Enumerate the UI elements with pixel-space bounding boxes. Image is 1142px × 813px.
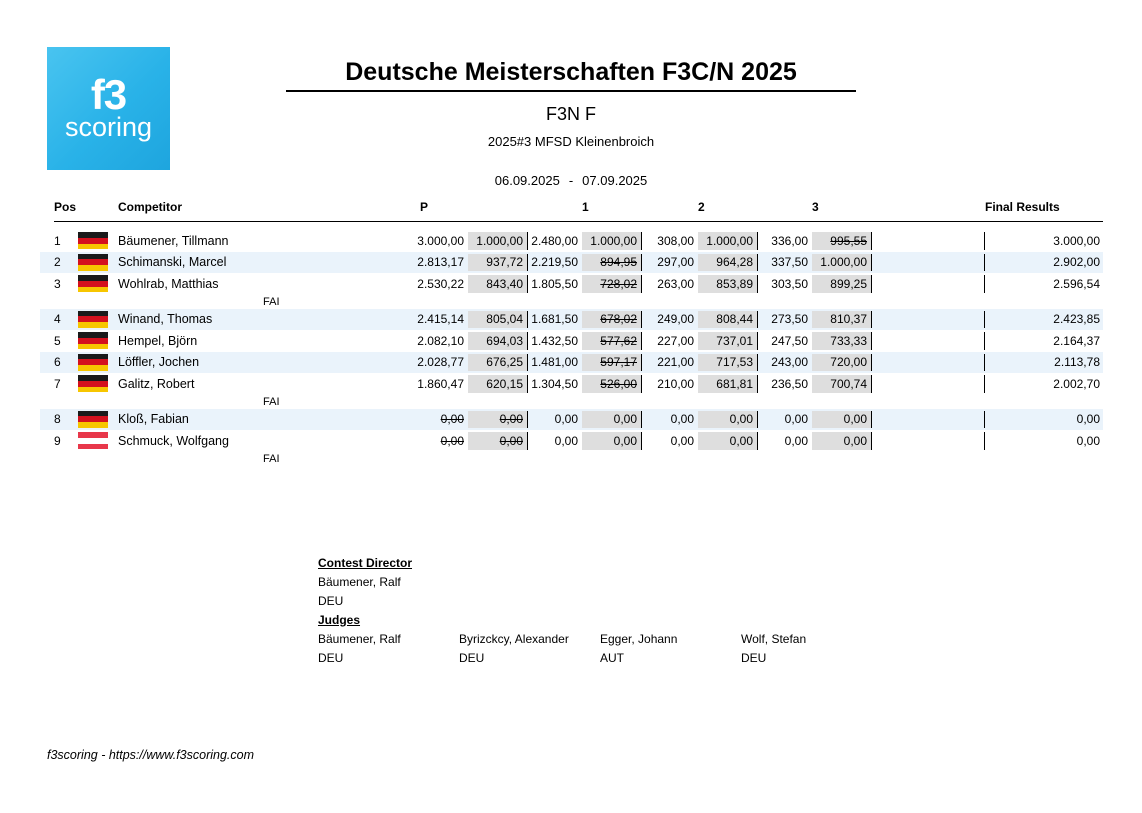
score-cell: 577,62 [582, 332, 642, 350]
score-cell: 700,74 [812, 375, 872, 393]
judge-nat: AUT [600, 650, 624, 665]
score-cell: 1.000,00 [812, 254, 872, 272]
final-results-separator [872, 411, 985, 429]
final-result-cell: 2.002,70 [1053, 376, 1100, 391]
col-header-round-2: 2 [698, 200, 705, 214]
austria-flag-icon [78, 432, 108, 449]
contest-director-nat: DEU [318, 593, 344, 608]
col-header-final-results: Final Results [985, 200, 1060, 214]
competitor-name: Schimanski, Marcel [118, 255, 227, 270]
fai-divider [40, 295, 1103, 309]
score-cell: 853,89 [698, 275, 758, 293]
table-header-rule [54, 221, 1103, 222]
score-cell: 2.480,00 [531, 233, 578, 248]
germany-flag-icon [78, 275, 108, 292]
event-name: 2025#3 MFSD Kleinenbroich [487, 134, 655, 149]
germany-flag-icon [78, 354, 108, 371]
judges-names-row [318, 629, 918, 648]
judges-heading: Judges [318, 612, 361, 627]
score-cell: 0,00 [812, 432, 872, 450]
score-cell: 0,00 [554, 412, 578, 427]
logo-text-f3: f3 [90, 70, 127, 118]
position-cell: 1 [54, 233, 61, 248]
score-cell: 1.000,00 [582, 232, 642, 250]
score-cell: 678,02 [582, 311, 642, 329]
score-cell: 273,50 [771, 312, 808, 327]
score-cell: 227,00 [657, 333, 694, 348]
score-cell: 995,55 [812, 232, 872, 250]
position-cell: 9 [54, 433, 61, 448]
score-cell: 0,00 [670, 433, 694, 448]
flag-cell [78, 352, 118, 374]
position-cell: 8 [54, 412, 61, 427]
final-results-separator [872, 311, 985, 329]
position-cell: 2 [54, 255, 61, 270]
fai-divider [40, 452, 1103, 466]
col-header-p: P [420, 200, 429, 214]
judge-name: Wolf, Stefan [741, 631, 807, 646]
final-results-separator [872, 254, 985, 272]
flag-cell [78, 309, 118, 331]
judge-name: Bäumener, Ralf [318, 631, 401, 646]
table-row [40, 409, 1103, 431]
table-row [40, 230, 1103, 252]
judges-nats-row [318, 648, 918, 667]
final-result-cell: 3.000,00 [1053, 233, 1100, 248]
final-result-cell: 2.164,37 [1053, 333, 1100, 348]
date-to: 07.09.2025 [582, 173, 648, 188]
judge-nat: DEU [741, 650, 767, 665]
score-cell: 243,00 [771, 355, 808, 370]
germany-flag-icon [78, 375, 108, 392]
score-cell: 808,44 [698, 311, 758, 329]
competitor-name: Winand, Thomas [118, 312, 213, 327]
score-cell: 0,00 [670, 412, 694, 427]
judge-name: Byrizckcy, Alexander [459, 631, 569, 646]
germany-flag-icon [78, 254, 108, 271]
final-results-separator [872, 332, 985, 350]
germany-flag-icon [78, 332, 108, 349]
table-row [40, 373, 1103, 395]
score-cell: 0,00 [554, 433, 578, 448]
score-cell: 597,17 [582, 354, 642, 372]
position-cell: 7 [54, 376, 61, 391]
score-cell: 733,33 [812, 332, 872, 350]
final-result-cell: 0,00 [1076, 412, 1100, 427]
score-cell: 620,15 [468, 375, 528, 393]
score-cell: 263,00 [657, 276, 694, 291]
score-cell: 526,00 [582, 375, 642, 393]
score-cell: 681,81 [698, 375, 758, 393]
score-cell: 810,37 [812, 311, 872, 329]
fai-divider-label: FAI [263, 295, 280, 308]
judge-nat: DEU [459, 650, 485, 665]
col-header-round-3: 3 [812, 200, 819, 214]
officials-section [318, 553, 918, 667]
page-title: Deutsche Meisterschaften F3C/N 2025 [345, 58, 797, 86]
title-underline [286, 90, 856, 92]
score-cell: 1.805,50 [531, 276, 578, 291]
score-cell: 894,95 [582, 254, 642, 272]
final-result-cell: 0,00 [1076, 433, 1100, 448]
score-cell: 805,04 [468, 311, 528, 329]
fai-divider [40, 395, 1103, 409]
score-cell: 717,53 [698, 354, 758, 372]
fai-divider-label: FAI [263, 452, 280, 465]
competitor-name: Wohlrab, Matthias [118, 276, 219, 291]
final-result-cell: 2.902,00 [1053, 255, 1100, 270]
table-row [40, 352, 1103, 374]
flag-cell [78, 409, 118, 431]
score-cell: 720,00 [812, 354, 872, 372]
score-cell: 937,72 [468, 254, 528, 272]
score-cell: 1.000,00 [468, 232, 528, 250]
date-from: 06.09.2025 [494, 173, 560, 188]
score-cell: 2.219,50 [531, 255, 578, 270]
date-range [0, 173, 1142, 188]
score-cell: 728,02 [582, 275, 642, 293]
score-cell: 737,01 [698, 332, 758, 350]
contest-director-name: Bäumener, Ralf [318, 574, 401, 589]
final-result-cell: 2.596,54 [1053, 276, 1100, 291]
score-cell: 0,00 [698, 432, 758, 450]
flag-cell [78, 373, 118, 395]
score-cell: 0,00 [582, 432, 642, 450]
table-row [40, 430, 1103, 452]
contest-director-heading: Contest Director [318, 555, 413, 570]
score-cell: 676,25 [468, 354, 528, 372]
flag-cell [78, 252, 118, 274]
score-cell: 0,00 [440, 412, 464, 427]
table-row [40, 330, 1103, 352]
logo-text-scoring: scoring [64, 111, 153, 142]
score-cell: 249,00 [657, 312, 694, 327]
judge-name: Egger, Johann [600, 631, 678, 646]
competitor-name: Kloß, Fabian [118, 412, 189, 427]
score-cell: 1.481,00 [531, 355, 578, 370]
germany-flag-icon [78, 311, 108, 328]
score-cell: 1.000,00 [698, 232, 758, 250]
score-cell: 2.813,17 [417, 255, 464, 270]
score-cell: 2.028,77 [417, 355, 464, 370]
col-header-pos: Pos [54, 200, 77, 214]
score-cell: 1.860,47 [417, 376, 464, 391]
fai-divider-label: FAI [263, 395, 280, 408]
score-cell: 210,00 [657, 376, 694, 391]
score-cell: 336,00 [771, 233, 808, 248]
table-row [40, 252, 1103, 274]
score-cell: 1.304,50 [531, 376, 578, 391]
score-cell: 1.681,50 [531, 312, 578, 327]
score-cell: 1.432,50 [531, 333, 578, 348]
score-cell: 0,00 [468, 432, 528, 450]
score-cell: 303,50 [771, 276, 808, 291]
judge-nat: DEU [318, 650, 344, 665]
col-header-flag-spacer [78, 200, 118, 214]
score-cell: 0,00 [698, 411, 758, 429]
final-results-separator [872, 232, 985, 250]
score-cell: 0,00 [784, 433, 808, 448]
score-cell: 2.530,22 [417, 276, 464, 291]
score-cell: 0,00 [812, 411, 872, 429]
flag-cell [78, 430, 118, 452]
col-header-competitor: Competitor [118, 200, 182, 214]
table-header [40, 200, 1103, 214]
competitor-name: Schmuck, Wolfgang [118, 433, 229, 448]
position-cell: 5 [54, 333, 61, 348]
final-result-cell: 2.113,78 [1054, 355, 1100, 370]
score-cell: 247,50 [771, 333, 808, 348]
score-cell: 694,03 [468, 332, 528, 350]
final-results-separator [872, 354, 985, 372]
competitor-name: Hempel, Björn [118, 333, 198, 348]
flag-cell [78, 273, 118, 295]
score-cell: 0,00 [468, 411, 528, 429]
score-cell: 337,50 [771, 255, 808, 270]
score-cell: 3.000,00 [417, 233, 464, 248]
score-cell: 308,00 [657, 233, 694, 248]
score-cell: 899,25 [812, 275, 872, 293]
score-cell: 964,28 [698, 254, 758, 272]
table-row [40, 273, 1103, 295]
score-cell: 0,00 [582, 411, 642, 429]
score-cell: 297,00 [657, 255, 694, 270]
position-cell: 6 [54, 355, 61, 370]
score-cell: 0,00 [784, 412, 808, 427]
app-footer-link: f3scoring - https://www.f3scoring.com [47, 748, 255, 762]
score-cell: 2.415,14 [417, 312, 464, 327]
germany-flag-icon [78, 411, 108, 428]
position-cell: 4 [54, 312, 61, 327]
competitor-name: Löffler, Jochen [118, 355, 200, 370]
flag-cell [78, 330, 118, 352]
score-cell: 2.082,10 [417, 333, 464, 348]
flag-cell [78, 230, 118, 252]
col-header-round-1: 1 [582, 200, 589, 214]
score-cell: 0,00 [440, 433, 464, 448]
final-results-separator [872, 375, 985, 393]
score-cell: 236,50 [771, 376, 808, 391]
score-cell: 843,40 [468, 275, 528, 293]
germany-flag-icon [78, 232, 108, 249]
table-body [40, 230, 1103, 466]
score-cell: 221,00 [657, 355, 694, 370]
competitor-name: Galitz, Robert [118, 376, 195, 391]
competitor-name: Bäumener, Tillmann [118, 233, 229, 248]
table-row [40, 309, 1103, 331]
final-result-cell: 2.423,85 [1053, 312, 1100, 327]
final-results-separator [872, 275, 985, 293]
position-cell: 3 [54, 276, 61, 291]
class-title: F3N F [545, 104, 596, 124]
date-separator: - [568, 173, 574, 188]
final-results-separator [872, 432, 985, 450]
